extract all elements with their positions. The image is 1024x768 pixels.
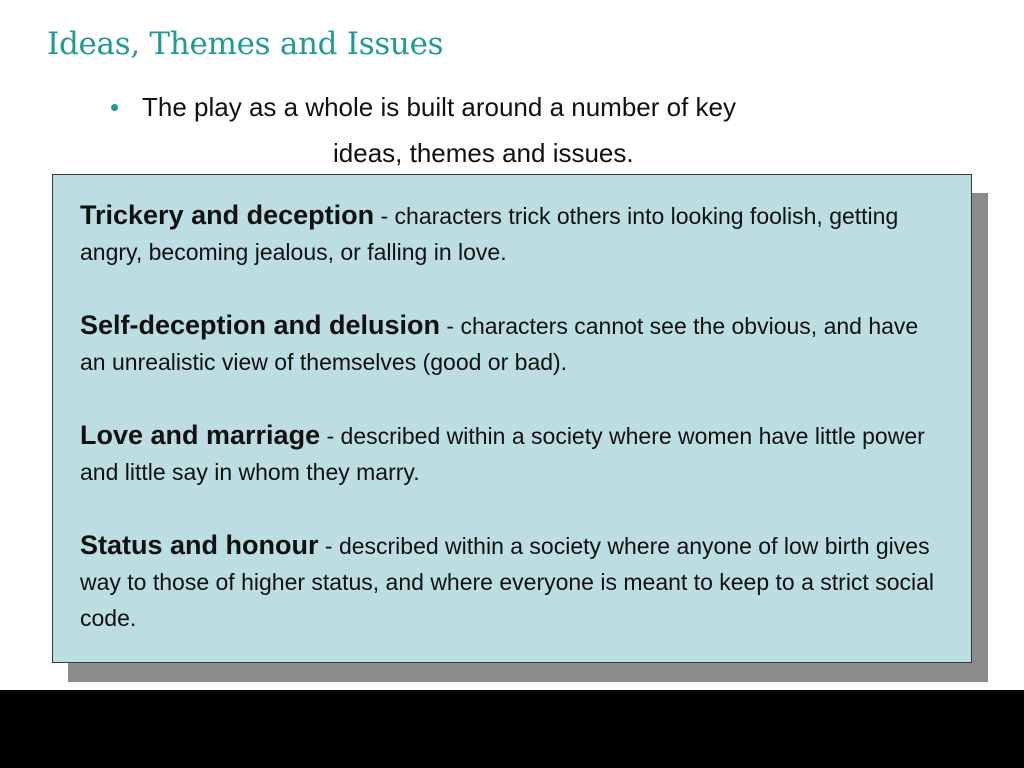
- theme-description: - described within a society where women have little power and little say in whom they marry.: [80, 423, 925, 485]
- theme-name: Self-deception and delusion: [80, 310, 441, 340]
- themes-list: [80, 197, 950, 673]
- intro-text-line-2: ideas, themes and issues.: [333, 138, 634, 168]
- themes-box: [52, 174, 972, 663]
- intro-text-line-1: The play as a whole is built around a number of key: [142, 92, 737, 122]
- intro-bullet-paragraph: [110, 84, 950, 176]
- theme-name: Love and marriage: [80, 420, 321, 450]
- theme-item-status-honour: [80, 527, 950, 636]
- bullet-icon: •: [110, 92, 120, 122]
- footer-bar: [0, 690, 1024, 768]
- slide-title: Ideas, Themes and Issues: [47, 26, 444, 62]
- theme-name: Status and honour: [80, 530, 319, 560]
- theme-item-self-deception: [80, 307, 950, 380]
- theme-name: Trickery and deception: [80, 200, 375, 230]
- intro-line-1: [110, 84, 950, 130]
- theme-description: - described within a society where anyone of low birth gives way to those of higher status, and where everyone is meant to keep to a strict social code.: [80, 533, 935, 631]
- theme-item-love-marriage: [80, 417, 950, 490]
- theme-item-trickery: [80, 197, 950, 270]
- theme-description: - characters cannot see the obvious, and have an unrealistic view of themselves (good or bad).: [80, 313, 919, 375]
- theme-description: - characters trick others into looking foolish, getting angry, becoming jealous, or falling in love.: [80, 203, 899, 265]
